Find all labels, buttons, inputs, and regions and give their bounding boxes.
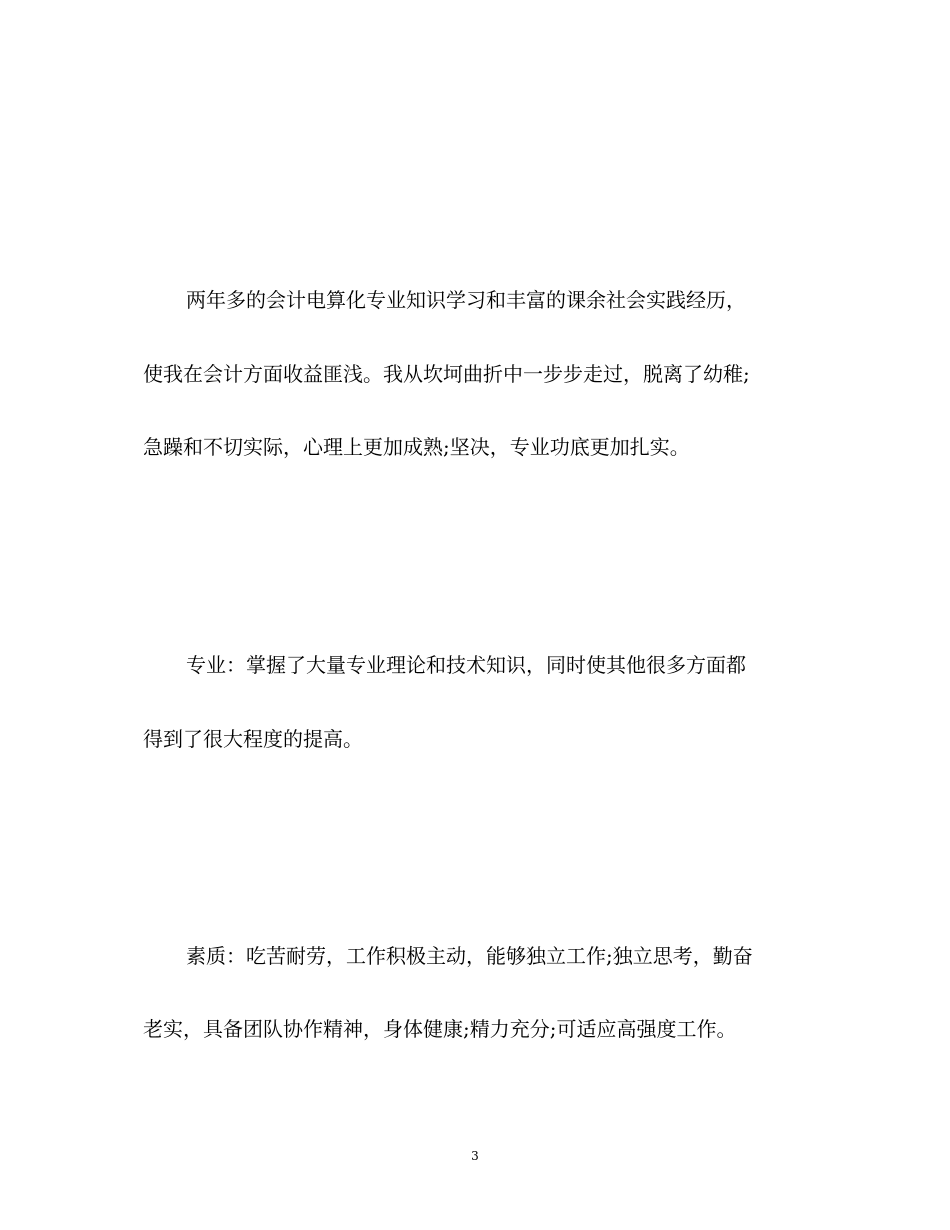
paragraph-1-line-1: 两年多的会计电算化专业知识学习和丰富的课余社会实践经历，	[186, 288, 746, 312]
paragraph-1-line-2: 使我在会计方面收益匪浅。我从坎坷曲折中一步步走过，脱离了幼稚;	[143, 362, 750, 386]
paragraph-3-line-2: 老实，具备团队协作精神，身体健康;精力充分;可适应高强度工作。	[143, 1017, 737, 1041]
page-number: 3	[471, 1149, 479, 1163]
paragraph-1-line-3: 急躁和不切实际，心理上更加成熟;坚决，专业功底更加扎实。	[143, 435, 690, 459]
paragraph-2-line-2: 得到了很大程度的提高。	[143, 727, 363, 751]
paragraph-2-line-1: 专业：掌握了大量专业理论和技术知识，同时使其他很多方面都	[186, 653, 746, 677]
paragraph-3-line-1: 素质：吃苦耐劳，工作积极主动，能够独立工作;独立思考，勤奋	[186, 944, 753, 968]
